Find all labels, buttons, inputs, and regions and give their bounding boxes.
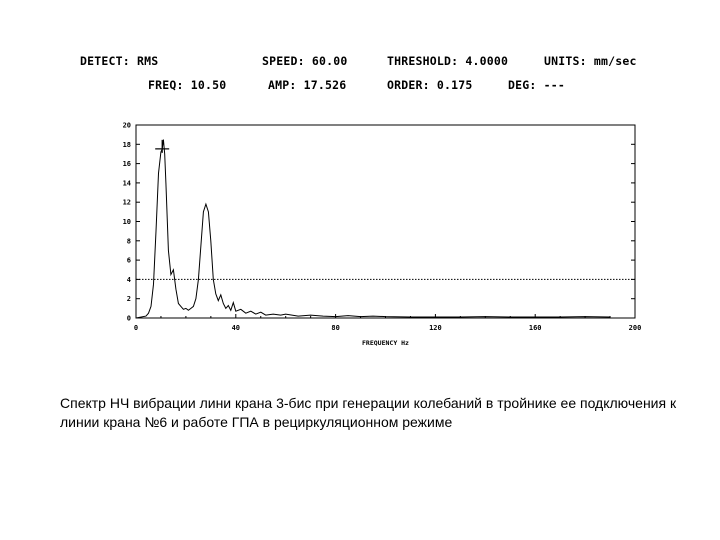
y-tick-label: 8 — [126, 237, 131, 246]
peak-cursor-marker — [155, 140, 169, 153]
x-tick-label: 120 — [429, 324, 442, 332]
deg-label: DEG: — [508, 78, 537, 92]
x-tick-label: 40 — [231, 324, 241, 332]
amp-label: AMP: — [268, 78, 297, 92]
spectrum-series-line — [136, 140, 610, 319]
units-label: UNITS: — [544, 54, 587, 68]
y-tick-label: 18 — [122, 140, 131, 149]
x-tick-label: 160 — [528, 324, 542, 332]
speed-value: 60.00 — [311, 54, 348, 68]
freq-value: 10.50 — [190, 78, 227, 92]
order-label: ORDER: — [387, 78, 430, 92]
detect-label: DETECT: — [80, 54, 130, 68]
x-tick-label: 0 — [133, 324, 139, 332]
y-tick-label: 16 — [122, 160, 131, 169]
y-tick-label: 20 — [122, 121, 131, 130]
detect-value: RMS — [137, 54, 159, 68]
figure-caption: Спектр НЧ вибрации лини крана 3-бис при генерации колебаний в тройнике ее подключения к линии крана №6 и работе ГПА в рециркуляционном режиме — [60, 395, 677, 430]
x-tick-label: 200 — [628, 324, 642, 332]
y-tick-label: 4 — [126, 275, 131, 284]
y-tick-label: 6 — [126, 256, 131, 265]
x-tick-label: 80 — [331, 324, 340, 332]
units-value: mm/sec — [593, 54, 637, 68]
axis-ticks — [123, 122, 642, 333]
x-axis-label: FREQUENCY Hz — [362, 339, 409, 347]
deg-value: --- — [543, 78, 565, 92]
threshold-label: THRESHOLD: — [387, 54, 459, 68]
order-value: 0.175 — [436, 78, 473, 92]
speed-label: SPEED: — [262, 54, 305, 68]
threshold-value: 4.0000 — [465, 54, 509, 68]
plot-frame — [136, 125, 635, 318]
y-tick-label: 12 — [122, 198, 131, 207]
amp-value: 17.526 — [303, 78, 347, 92]
y-tick-label: 10 — [122, 218, 131, 226]
y-tick-label: 0 — [126, 314, 131, 323]
y-tick-label: 14 — [122, 179, 131, 188]
y-tick-label: 2 — [126, 295, 131, 304]
freq-label: FREQ: — [148, 78, 184, 92]
